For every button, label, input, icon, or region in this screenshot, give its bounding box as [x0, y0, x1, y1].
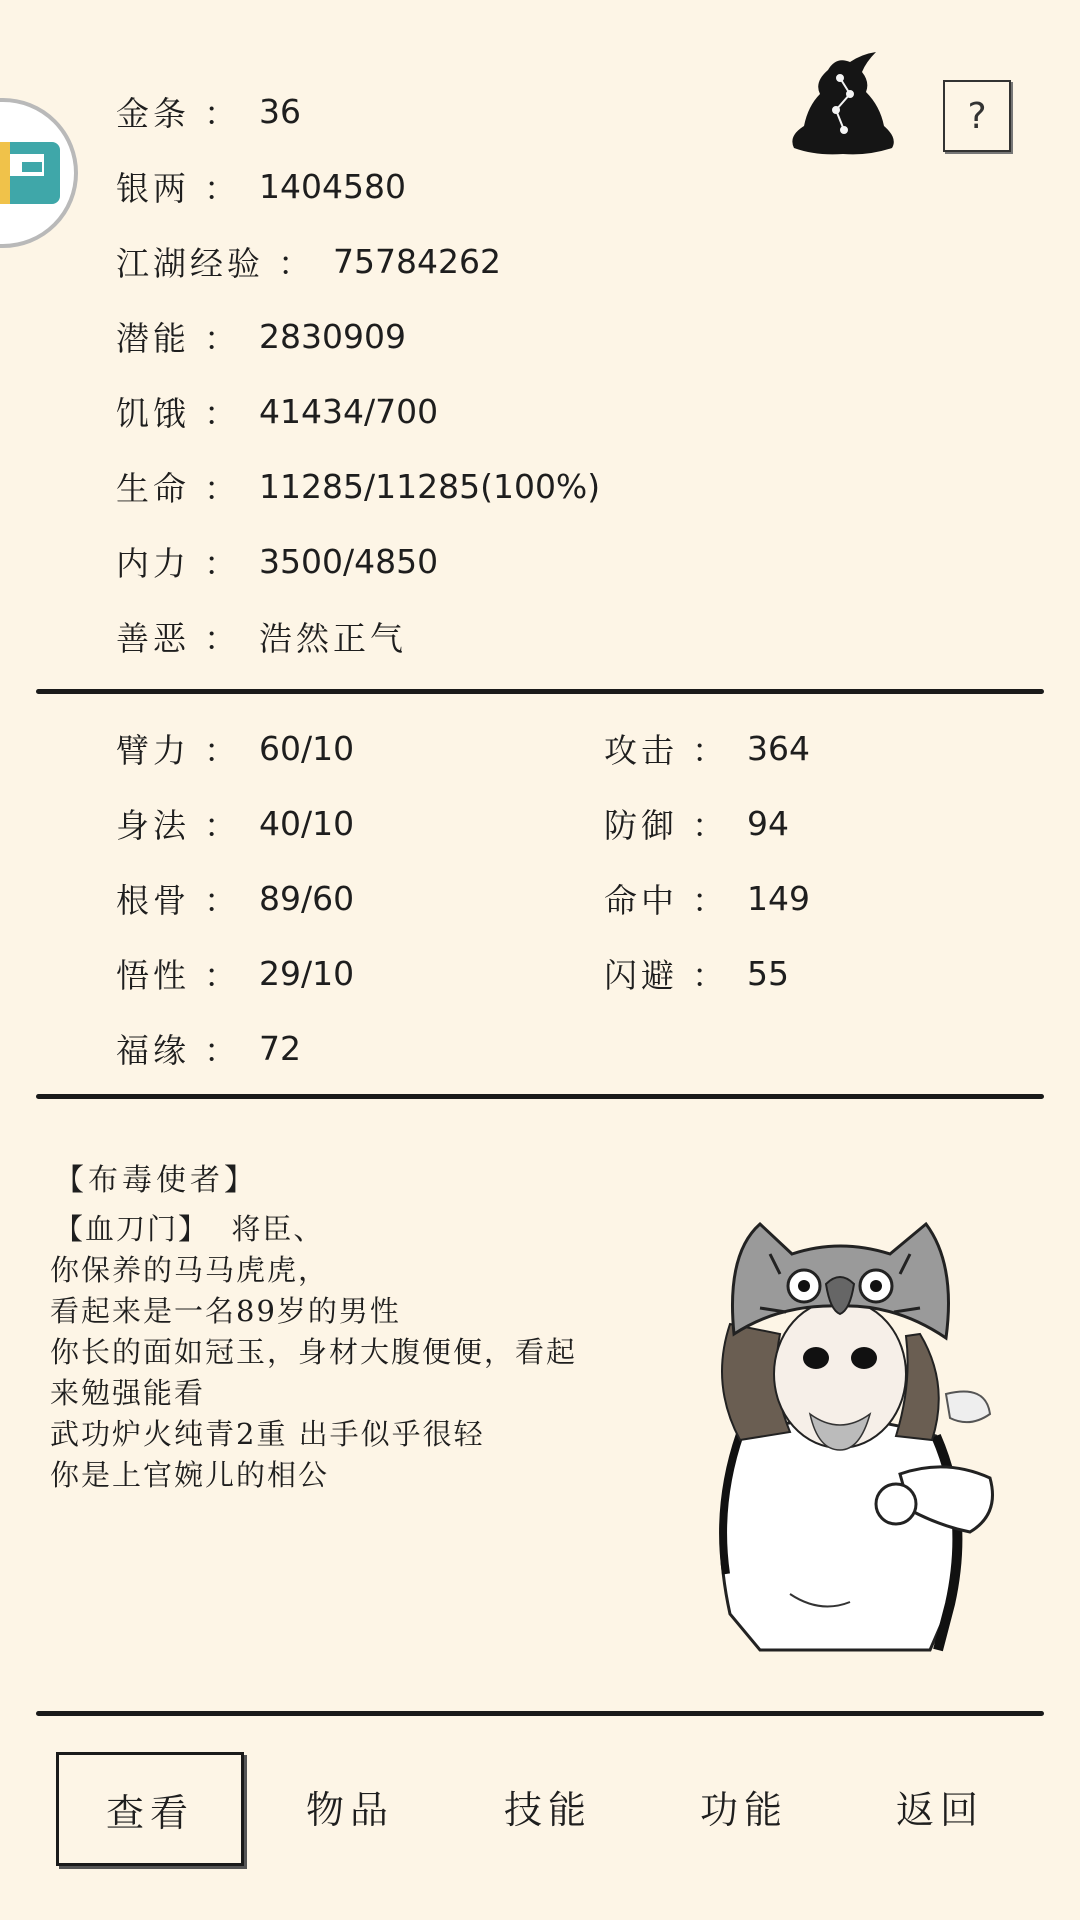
stat-label: 潜能 — [116, 318, 190, 358]
stat-value: 3500/4850 — [259, 541, 439, 581]
attr-value: 94 — [747, 803, 789, 843]
attr-separator: ： — [204, 955, 237, 995]
stat-label: 江湖经验 — [116, 243, 264, 283]
attr-value: 72 — [259, 1028, 301, 1068]
attr-separator: ： — [204, 730, 237, 770]
divider — [36, 689, 1044, 694]
stat-row-potential — [116, 311, 406, 361]
stat-row-silver — [116, 161, 406, 211]
attr-separator: ： — [692, 805, 725, 845]
stat-value: 41434/700 — [259, 391, 439, 431]
attr-row-comprehension — [116, 948, 354, 998]
description-line: 武功炉火纯青2重 出手似乎很轻 — [50, 1417, 485, 1451]
stat-label: 善恶 — [116, 618, 190, 658]
stat-separator: ： — [204, 168, 237, 208]
attr-row-attack — [604, 723, 810, 773]
description-line: 来勉强能看 — [50, 1376, 206, 1410]
stat-row-experience — [116, 236, 501, 286]
attr-separator: ： — [204, 1030, 237, 1070]
attr-label: 根骨 — [116, 880, 190, 920]
attr-separator: ： — [692, 730, 725, 770]
stat-value: 2830909 — [259, 316, 406, 356]
stat-label: 银两 — [116, 168, 190, 208]
tab-skills[interactable]: 技能 — [503, 1787, 592, 1832]
stat-label: 生命 — [116, 468, 190, 508]
attr-label: 福缘 — [116, 1030, 190, 1070]
tab-view[interactable]: 查看 — [56, 1752, 244, 1866]
bottom-nav — [0, 1752, 1080, 1864]
description-line: 你保养的马马虎虎， — [50, 1253, 330, 1287]
stat-label: 金条 — [116, 93, 190, 133]
app-badge-icon[interactable] — [0, 98, 78, 248]
back-button[interactable]: 返回 — [895, 1787, 984, 1832]
attr-row-defense — [604, 798, 789, 848]
meditating-figure-icon[interactable] — [788, 48, 898, 160]
attr-separator: ： — [204, 880, 237, 920]
help-button[interactable]: ? — [943, 80, 1011, 152]
attr-separator: ： — [692, 880, 725, 920]
attr-value: 40/10 — [259, 803, 355, 843]
attr-separator: ： — [204, 805, 237, 845]
attr-row-agility — [116, 798, 354, 848]
stat-separator: ： — [204, 468, 237, 508]
stat-value: 1404580 — [259, 166, 406, 206]
stat-label: 饥饿 — [116, 393, 190, 433]
attr-label: 防御 — [604, 805, 678, 845]
attr-label: 臂力 — [116, 730, 190, 770]
attr-label: 命中 — [604, 880, 678, 920]
divider — [36, 1711, 1044, 1716]
tab-functions[interactable]: 功能 — [699, 1787, 788, 1832]
stat-separator: ： — [278, 243, 311, 283]
description-line: 你是上官婉儿的相公 — [50, 1458, 330, 1492]
attr-label: 悟性 — [116, 955, 190, 995]
attr-label: 攻击 — [604, 730, 678, 770]
stat-separator: ： — [204, 93, 237, 133]
attr-row-constitution — [116, 873, 354, 923]
stat-row-hunger — [116, 386, 438, 436]
attr-separator: ： — [692, 955, 725, 995]
tiger-hat-character-portrait — [700, 1214, 1000, 1654]
stat-row-inner-power — [116, 536, 438, 586]
stat-value: 75784262 — [333, 241, 501, 281]
character-title: 【布毒使者】 — [54, 1163, 258, 1198]
attr-row-accuracy — [604, 873, 810, 923]
stat-separator: ： — [204, 543, 237, 583]
description-line: 看起来是一名89岁的男性 — [50, 1294, 401, 1328]
attr-label: 闪避 — [604, 955, 678, 995]
attr-row-dodge — [604, 948, 789, 998]
description-line: 你长的面如冠玉，身材大腹便便，看起 — [50, 1335, 578, 1369]
divider — [36, 1094, 1044, 1099]
stat-separator: ： — [204, 393, 237, 433]
attr-value: 89/60 — [259, 878, 355, 918]
stat-row-life — [116, 461, 600, 511]
attr-value: 29/10 — [259, 953, 355, 993]
stat-separator: ： — [204, 618, 237, 658]
stat-value: 11285/11285(100%) — [259, 466, 601, 506]
stat-value: 浩然正气 — [259, 618, 407, 658]
attr-value: 55 — [747, 953, 789, 993]
description-line: 【血刀门】 将臣、 — [54, 1212, 325, 1246]
tab-items[interactable]: 物品 — [305, 1787, 394, 1832]
attr-value: 149 — [747, 878, 810, 918]
stat-separator: ： — [204, 318, 237, 358]
stat-label: 内力 — [116, 543, 190, 583]
character-description — [50, 1160, 670, 1496]
attr-row-fortune — [116, 1023, 301, 1073]
stat-value: 36 — [259, 91, 301, 131]
stat-row-gold-bars — [116, 86, 301, 136]
attr-label: 身法 — [116, 805, 190, 845]
stat-row-morality — [116, 611, 407, 661]
attr-value: 60/10 — [259, 728, 355, 768]
attr-value: 364 — [747, 728, 810, 768]
attr-row-strength — [116, 723, 354, 773]
